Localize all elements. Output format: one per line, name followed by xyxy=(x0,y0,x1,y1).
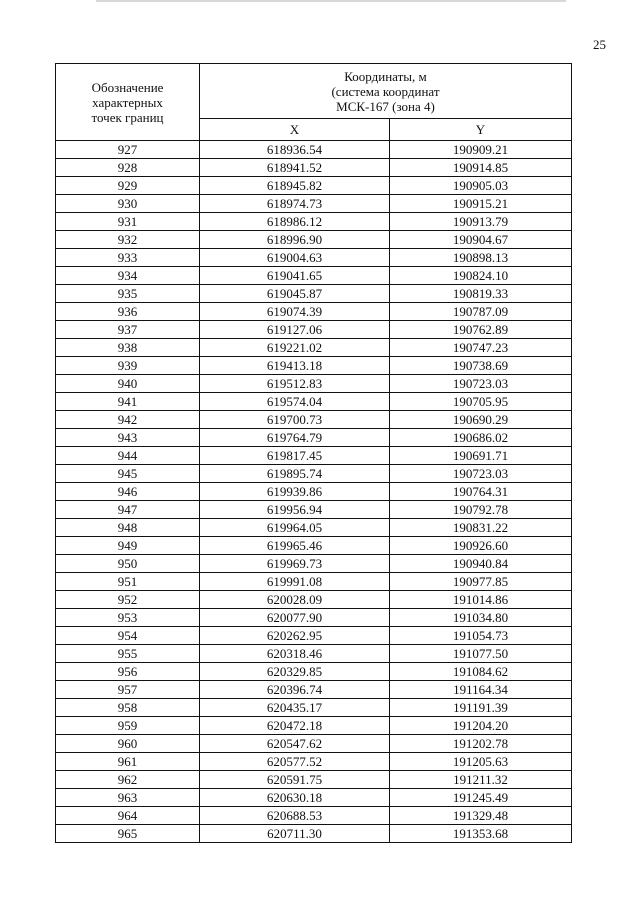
point-number-cell: 936 xyxy=(56,303,200,321)
point-number-cell: 962 xyxy=(56,771,200,789)
y-coordinate-cell: 190723.03 xyxy=(390,465,572,483)
x-coordinate-cell: 619991.08 xyxy=(200,573,390,591)
y-coordinate-cell: 190824.10 xyxy=(390,267,572,285)
point-number-cell: 929 xyxy=(56,177,200,195)
y-coordinate-cell: 190905.03 xyxy=(390,177,572,195)
y-coordinate-cell: 191191.39 xyxy=(390,699,572,717)
x-column-header: X xyxy=(200,119,390,141)
y-coordinate-cell: 191164.34 xyxy=(390,681,572,699)
y-coordinate-cell: 191034.80 xyxy=(390,609,572,627)
table-row xyxy=(56,321,572,339)
point-number-cell: 938 xyxy=(56,339,200,357)
x-coordinate-cell: 618986.12 xyxy=(200,213,390,231)
header-line: МСК-167 (зона 4) xyxy=(336,98,435,114)
table-row xyxy=(56,753,572,771)
header-line: Обозначение xyxy=(91,79,164,95)
x-coordinate-cell: 619221.02 xyxy=(200,339,390,357)
x-coordinate-cell: 619045.87 xyxy=(200,285,390,303)
point-number-cell: 958 xyxy=(56,699,200,717)
x-coordinate-cell: 619964.05 xyxy=(200,519,390,537)
table-row xyxy=(56,339,572,357)
x-coordinate-cell: 619004.63 xyxy=(200,249,390,267)
x-coordinate-cell: 620577.52 xyxy=(200,753,390,771)
table-row xyxy=(56,393,572,411)
table-row xyxy=(56,285,572,303)
y-coordinate-cell: 190940.84 xyxy=(390,555,572,573)
x-coordinate-cell: 620711.30 xyxy=(200,825,390,843)
table-row xyxy=(56,141,572,159)
x-coordinate-cell: 619512.83 xyxy=(200,375,390,393)
header-line: характерных xyxy=(92,94,163,110)
x-coordinate-cell: 618936.54 xyxy=(200,141,390,159)
point-number-cell: 948 xyxy=(56,519,200,537)
x-coordinate-cell: 620318.46 xyxy=(200,645,390,663)
y-coordinate-cell: 190831.22 xyxy=(390,519,572,537)
y-coordinate-cell: 191084.62 xyxy=(390,663,572,681)
coordinates-table xyxy=(55,63,572,843)
point-number-cell: 931 xyxy=(56,213,200,231)
point-number-cell: 956 xyxy=(56,663,200,681)
table-row xyxy=(56,465,572,483)
point-number-cell: 945 xyxy=(56,465,200,483)
point-number-cell: 943 xyxy=(56,429,200,447)
point-number-cell: 964 xyxy=(56,807,200,825)
x-coordinate-cell: 618996.90 xyxy=(200,231,390,249)
table-row xyxy=(56,501,572,519)
table-row xyxy=(56,735,572,753)
table-row xyxy=(56,213,572,231)
point-number-cell: 961 xyxy=(56,753,200,771)
table-row xyxy=(56,663,572,681)
x-coordinate-cell: 619127.06 xyxy=(200,321,390,339)
table-row xyxy=(56,555,572,573)
y-column-header: Y xyxy=(390,119,572,141)
table-row xyxy=(56,267,572,285)
y-coordinate-cell: 190915.21 xyxy=(390,195,572,213)
table-body xyxy=(56,141,572,843)
point-number-cell: 950 xyxy=(56,555,200,573)
table-row xyxy=(56,159,572,177)
point-number-cell: 935 xyxy=(56,285,200,303)
x-coordinate-cell: 620077.90 xyxy=(200,609,390,627)
point-number-cell: 955 xyxy=(56,645,200,663)
x-coordinate-cell: 619817.45 xyxy=(200,447,390,465)
y-coordinate-cell: 190977.85 xyxy=(390,573,572,591)
y-coordinate-cell: 191204.20 xyxy=(390,717,572,735)
table-row xyxy=(56,789,572,807)
table-row xyxy=(56,429,572,447)
table-row xyxy=(56,681,572,699)
point-number-cell: 941 xyxy=(56,393,200,411)
point-number-cell: 963 xyxy=(56,789,200,807)
point-number-cell: 928 xyxy=(56,159,200,177)
point-number-cell: 949 xyxy=(56,537,200,555)
y-coordinate-cell: 190762.89 xyxy=(390,321,572,339)
top-edge-line xyxy=(96,0,566,2)
point-number-cell: 960 xyxy=(56,735,200,753)
y-coordinate-cell: 190738.69 xyxy=(390,357,572,375)
table-row xyxy=(56,249,572,267)
table-row xyxy=(56,177,572,195)
y-coordinate-cell: 190691.71 xyxy=(390,447,572,465)
x-coordinate-cell: 619413.18 xyxy=(200,357,390,375)
table-row xyxy=(56,303,572,321)
x-coordinate-cell: 618941.52 xyxy=(200,159,390,177)
y-coordinate-cell: 191329.48 xyxy=(390,807,572,825)
point-number-cell: 952 xyxy=(56,591,200,609)
point-number-cell: 957 xyxy=(56,681,200,699)
x-coordinate-cell: 619041.65 xyxy=(200,267,390,285)
y-coordinate-cell: 190686.02 xyxy=(390,429,572,447)
y-coordinate-cell: 190904.67 xyxy=(390,231,572,249)
y-coordinate-cell: 191211.32 xyxy=(390,771,572,789)
x-coordinate-cell: 619965.46 xyxy=(200,537,390,555)
table-row xyxy=(56,447,572,465)
table-row xyxy=(56,195,572,213)
x-coordinate-cell: 620435.17 xyxy=(200,699,390,717)
point-number-cell: 930 xyxy=(56,195,200,213)
x-coordinate-cell: 619895.74 xyxy=(200,465,390,483)
point-number-cell: 965 xyxy=(56,825,200,843)
point-number-cell: 959 xyxy=(56,717,200,735)
point-number-cell: 937 xyxy=(56,321,200,339)
y-coordinate-cell: 190914.85 xyxy=(390,159,572,177)
y-coordinate-cell: 190764.31 xyxy=(390,483,572,501)
table-row xyxy=(56,771,572,789)
x-coordinate-cell: 619939.86 xyxy=(200,483,390,501)
table-row xyxy=(56,357,572,375)
point-number-cell: 951 xyxy=(56,573,200,591)
coordinates-group-header xyxy=(200,64,572,119)
table-row xyxy=(56,591,572,609)
point-number-cell: 942 xyxy=(56,411,200,429)
table-row xyxy=(56,825,572,843)
table-row xyxy=(56,411,572,429)
table-row xyxy=(56,231,572,249)
y-coordinate-cell: 190909.21 xyxy=(390,141,572,159)
header-line: (система координат xyxy=(331,83,440,99)
x-coordinate-cell: 618945.82 xyxy=(200,177,390,195)
point-number-cell: 927 xyxy=(56,141,200,159)
y-coordinate-cell: 191077.50 xyxy=(390,645,572,663)
x-coordinate-cell: 619700.73 xyxy=(200,411,390,429)
x-coordinate-cell: 619074.39 xyxy=(200,303,390,321)
point-number-cell: 934 xyxy=(56,267,200,285)
table-row xyxy=(56,627,572,645)
x-coordinate-cell: 620262.95 xyxy=(200,627,390,645)
x-coordinate-cell: 620396.74 xyxy=(200,681,390,699)
x-coordinate-cell: 619764.79 xyxy=(200,429,390,447)
table-row xyxy=(56,699,572,717)
y-coordinate-cell: 190913.79 xyxy=(390,213,572,231)
y-coordinate-cell: 190723.03 xyxy=(390,375,572,393)
x-coordinate-cell: 619956.94 xyxy=(200,501,390,519)
point-number-cell: 933 xyxy=(56,249,200,267)
y-coordinate-cell: 190705.95 xyxy=(390,393,572,411)
point-number-cell: 932 xyxy=(56,231,200,249)
y-coordinate-cell: 191054.73 xyxy=(390,627,572,645)
x-coordinate-cell: 620630.18 xyxy=(200,789,390,807)
point-number-cell: 944 xyxy=(56,447,200,465)
y-coordinate-cell: 190690.29 xyxy=(390,411,572,429)
x-coordinate-cell: 620688.53 xyxy=(200,807,390,825)
table-row xyxy=(56,375,572,393)
point-number-cell: 940 xyxy=(56,375,200,393)
page-number: 25 xyxy=(593,37,606,52)
table-row xyxy=(56,537,572,555)
point-number-cell: 939 xyxy=(56,357,200,375)
y-coordinate-cell: 190792.78 xyxy=(390,501,572,519)
table-row xyxy=(56,609,572,627)
table-row xyxy=(56,645,572,663)
y-coordinate-cell: 191205.63 xyxy=(390,753,572,771)
point-designation-header xyxy=(56,64,200,141)
y-coordinate-cell: 190747.23 xyxy=(390,339,572,357)
table-row xyxy=(56,717,572,735)
table-row xyxy=(56,573,572,591)
table-row xyxy=(56,807,572,825)
y-coordinate-cell: 191245.49 xyxy=(390,789,572,807)
x-coordinate-cell: 620329.85 xyxy=(200,663,390,681)
point-number-cell: 946 xyxy=(56,483,200,501)
header-line: точек границ xyxy=(91,109,164,125)
table-row xyxy=(56,483,572,501)
y-coordinate-cell: 190819.33 xyxy=(390,285,572,303)
x-coordinate-cell: 619574.04 xyxy=(200,393,390,411)
x-coordinate-cell: 620028.09 xyxy=(200,591,390,609)
x-coordinate-cell: 620547.62 xyxy=(200,735,390,753)
y-coordinate-cell: 190787.09 xyxy=(390,303,572,321)
y-coordinate-cell: 190898.13 xyxy=(390,249,572,267)
y-coordinate-cell: 190926.60 xyxy=(390,537,572,555)
y-coordinate-cell: 191014.86 xyxy=(390,591,572,609)
x-coordinate-cell: 619969.73 xyxy=(200,555,390,573)
header-line: Координаты, м xyxy=(344,68,427,84)
point-number-cell: 953 xyxy=(56,609,200,627)
point-number-cell: 954 xyxy=(56,627,200,645)
y-coordinate-cell: 191202.78 xyxy=(390,735,572,753)
x-coordinate-cell: 620472.18 xyxy=(200,717,390,735)
point-number-cell: 947 xyxy=(56,501,200,519)
x-coordinate-cell: 620591.75 xyxy=(200,771,390,789)
table-row xyxy=(56,519,572,537)
x-coordinate-cell: 618974.73 xyxy=(200,195,390,213)
y-coordinate-cell: 191353.68 xyxy=(390,825,572,843)
